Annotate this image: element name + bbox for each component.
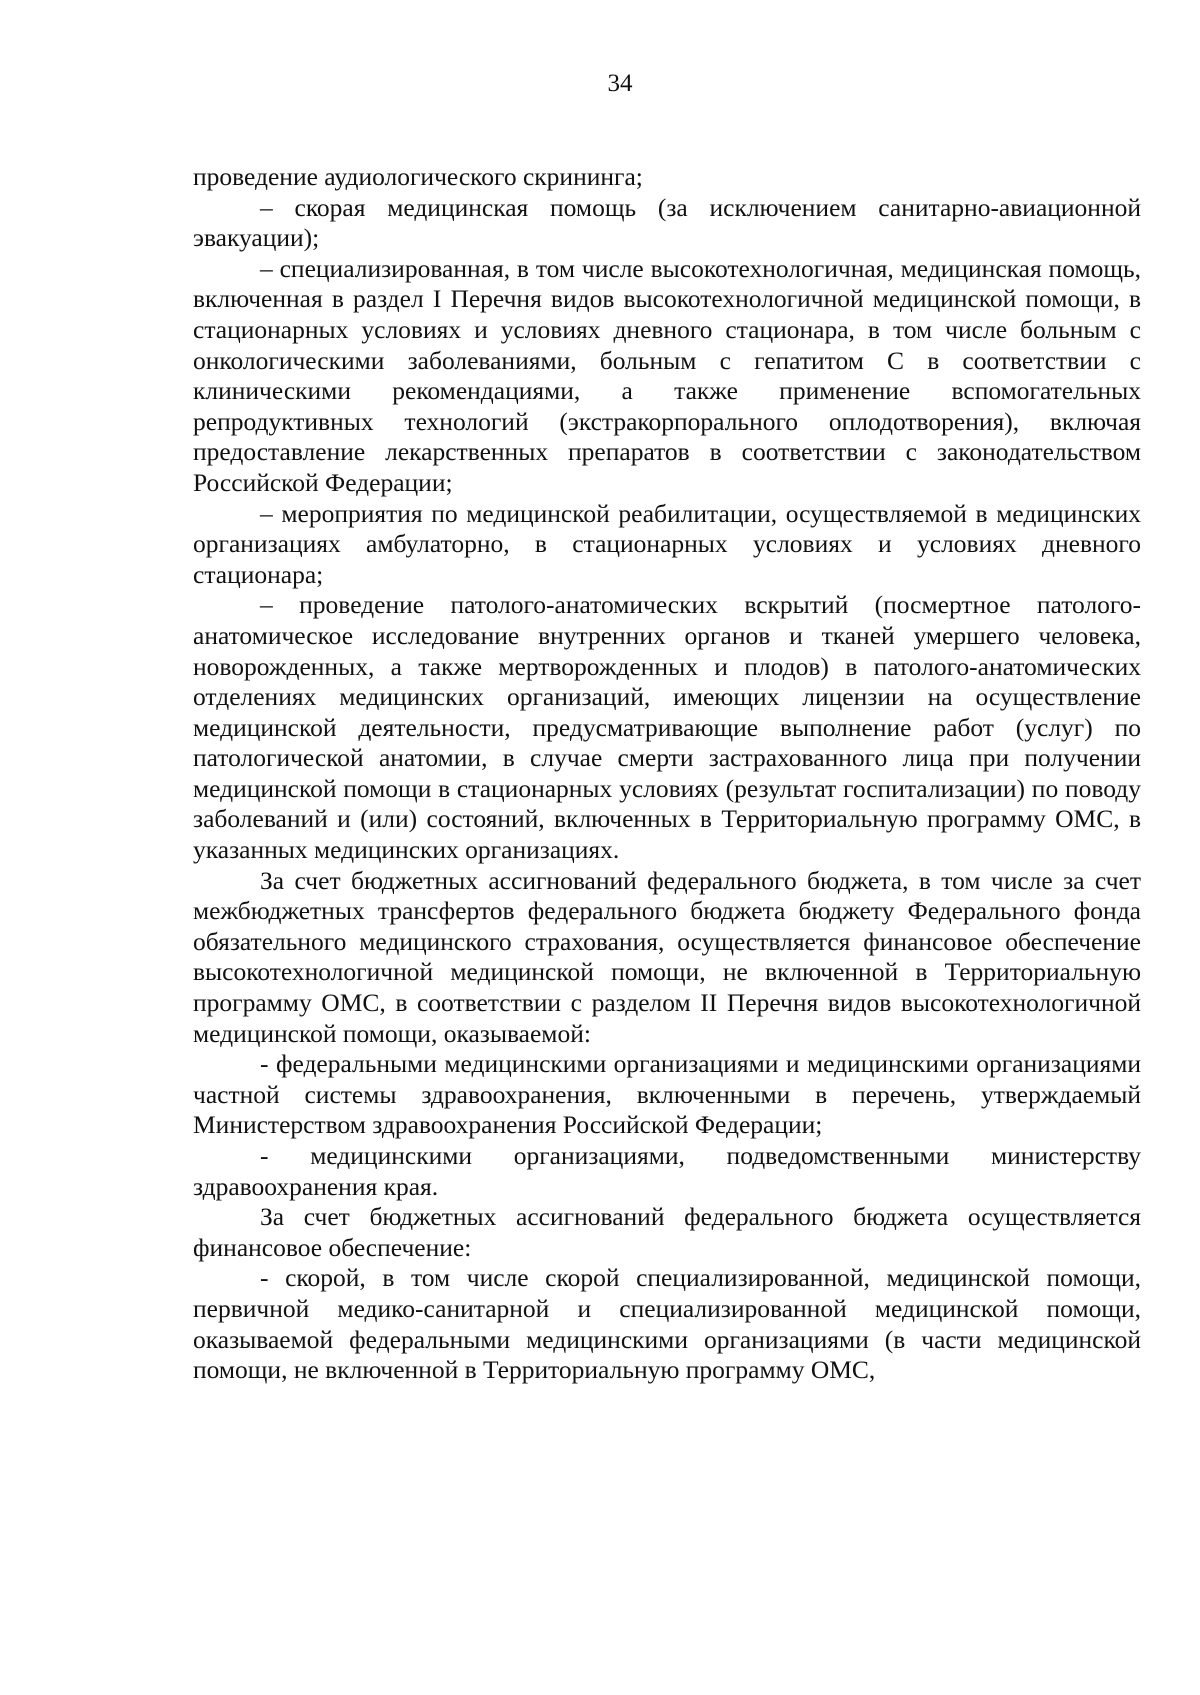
page-number: 34 — [607, 70, 633, 97]
document-body — [193, 162, 1141, 1386]
list-item: - медицинскими организациями, подведомственными министерству здравоохранения края. — [193, 1141, 1141, 1201]
list-item: – специализированная, в том числе высокотехнологичная, медицинская помощь, включенная в раздел I Перечня видов высокотехнологичной медицинской помощи, в стационарных условиях и условиях дневного стационара, в том числе больным с онкологическими заболеваниями, больным с гепатитом С в соответствии с клиническими рекомендациями, а также применение вспомогательных репродуктивных технологий (экстракорпорального оплодотворения), включая предоставление лекарственных препаратов в соответствии с законодательством Российской Федерации; — [193, 253, 1141, 497]
list-item: – скорая медицинская помощь (за исключением санитарно-авиационной эвакуации); — [193, 192, 1141, 253]
list-item: - федеральными медицинскими организациями и медицинскими организациями частной системы здравоохранения, включенными в перечень, утверждаемый Министерством здравоохранения Российской Федерации; — [193, 1049, 1141, 1140]
list-item: – мероприятия по медицинской реабилитации, осуществляемой в медицинских организациях амбулаторно, в стационарных условиях и условиях дневного стационара; — [193, 498, 1141, 589]
list-item: – проведение патолого-анатомических вскрытий (посмертное патолого-анатомическое исследование внутренних органов и тканей умершего человека, новорожденных, а также мертворожденных и плодов) в патолого-анатомических отделениях медицинских организаций, имеющих лицензии на осуществление медицинской деятельности, предусматривающие выполнение работ (услуг) по патологической анатомии, в случае смерти застрахованного лица при получении медицинской помощи в стационарных условиях (результат госпитализации) по поводу заболеваний и (или) состояний, включенных в Территориальную программу ОМС, в указанных медицинских организациях. — [193, 590, 1141, 865]
list-item: - скорой, в том числе скорой специализированной, медицинской помощи, первичной медико-санитарной и специализированной медицинской помощи, оказываемой федеральными медицинскими организациями (в части медицинской помощи, не включенной в Территориальную программу ОМС, — [193, 1263, 1141, 1385]
paragraph: За счет бюджетных ассигнований федерального бюджета, в том числе за счет межбюджетных трансфертов федерального бюджета бюджету Федерального фонда обязательного медицинского страхования, осуществляется финансовое обеспечение высокотехнологичной медицинской помощи, не включенной в Территориальную программу ОМС, в соответствии с разделом II Перечня видов высокотехнологичной медицинской помощи, оказываемой: — [193, 865, 1141, 1048]
paragraph: За счет бюджетных ассигнований федерального бюджета осуществляется финансовое обеспечение: — [193, 1202, 1141, 1262]
paragraph: проведение аудиологического скрининга; — [193, 162, 643, 191]
